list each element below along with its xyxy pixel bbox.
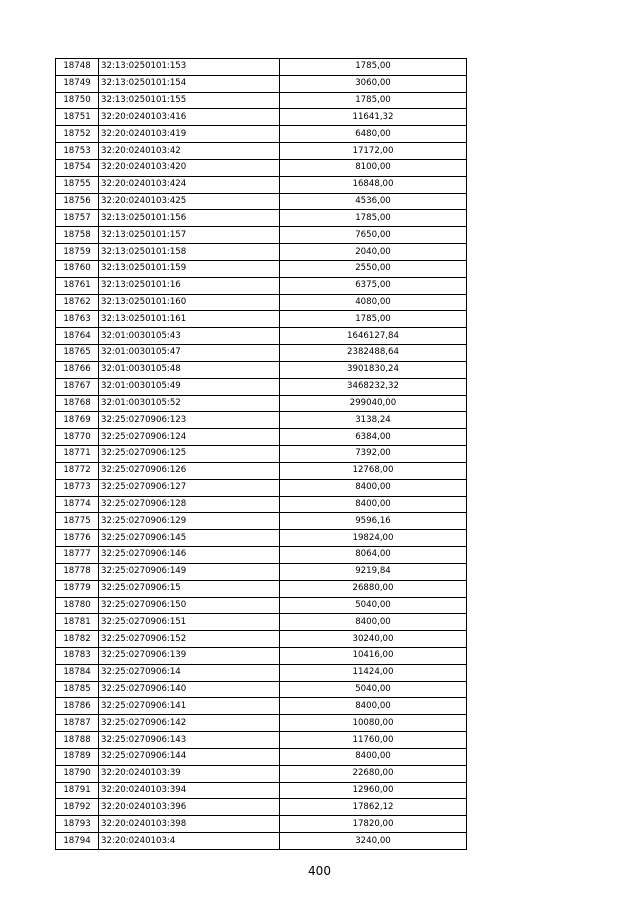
cadastral-value-cell: 6375,00 (280, 277, 467, 294)
cadastral-value-cell: 2550,00 (280, 260, 467, 277)
cadastral-number-cell: 32:13:0250101:155 (99, 92, 280, 109)
row-number-cell: 18774 (56, 496, 99, 513)
cadastral-number-cell: 32:25:0270906:128 (99, 496, 280, 513)
row-number-cell: 18771 (56, 446, 99, 463)
row-number-cell: 18769 (56, 412, 99, 429)
row-number-cell: 18780 (56, 597, 99, 614)
table-row (56, 159, 467, 176)
table-row (56, 328, 467, 345)
cadastral-number-cell: 32:25:0270906:126 (99, 462, 280, 479)
cadastral-value-cell: 8400,00 (280, 479, 467, 496)
cadastral-value-cell: 3060,00 (280, 75, 467, 92)
cadastral-number-cell: 32:13:0250101:161 (99, 311, 280, 328)
table-row (56, 260, 467, 277)
table-row (56, 378, 467, 395)
cadastral-value-cell: 10080,00 (280, 715, 467, 732)
row-number-cell: 18767 (56, 378, 99, 395)
row-number-cell: 18781 (56, 614, 99, 631)
cadastral-number-cell: 32:20:0240103:394 (99, 782, 280, 799)
cadastral-value-cell: 3240,00 (280, 833, 467, 850)
table-row (56, 833, 467, 850)
cadastral-value-cell: 2382488,64 (280, 345, 467, 362)
table-row (56, 176, 467, 193)
cadastral-value-cell: 8400,00 (280, 496, 467, 513)
cadastral-number-cell: 32:20:0240103:425 (99, 193, 280, 210)
cadastral-number-cell: 32:01:0030105:49 (99, 378, 280, 395)
cadastral-value-cell: 1785,00 (280, 92, 467, 109)
table-row (56, 143, 467, 160)
cadastral-value-cell: 2040,00 (280, 244, 467, 261)
row-number-cell: 18777 (56, 547, 99, 564)
cadastral-number-cell: 32:20:0240103:420 (99, 159, 280, 176)
cadastral-number-cell: 32:25:0270906:150 (99, 597, 280, 614)
cadastral-number-cell: 32:20:0240103:416 (99, 109, 280, 126)
table-row (56, 547, 467, 564)
table-row (56, 715, 467, 732)
cadastral-value-cell: 26880,00 (280, 580, 467, 597)
row-number-cell: 18748 (56, 59, 99, 76)
cadastral-value-cell: 11641,32 (280, 109, 467, 126)
row-number-cell: 18788 (56, 732, 99, 749)
cadastral-value-cell: 11424,00 (280, 664, 467, 681)
table-row (56, 210, 467, 227)
row-number-cell: 18763 (56, 311, 99, 328)
table-row (56, 345, 467, 362)
cadastral-number-cell: 32:25:0270906:145 (99, 530, 280, 547)
cadastral-value-cell: 5040,00 (280, 681, 467, 698)
cadastral-value-cell: 3901830,24 (280, 361, 467, 378)
cadastral-value-cell: 4080,00 (280, 294, 467, 311)
row-number-cell: 18753 (56, 143, 99, 160)
row-number-cell: 18775 (56, 513, 99, 530)
row-number-cell: 18787 (56, 715, 99, 732)
table-row (56, 597, 467, 614)
table-row (56, 193, 467, 210)
cadastral-value-cell: 5040,00 (280, 597, 467, 614)
cadastral-number-cell: 32:25:0270906:140 (99, 681, 280, 698)
cadastral-number-cell: 32:25:0270906:149 (99, 563, 280, 580)
cadastral-number-cell: 32:25:0270906:142 (99, 715, 280, 732)
cadastral-number-cell: 32:20:0240103:39 (99, 765, 280, 782)
cadastral-number-cell: 32:25:0270906:127 (99, 479, 280, 496)
table-row (56, 530, 467, 547)
row-number-cell: 18764 (56, 328, 99, 345)
row-number-cell: 18786 (56, 698, 99, 715)
row-number-cell: 18754 (56, 159, 99, 176)
row-number-cell: 18794 (56, 833, 99, 850)
cadastral-number-cell: 32:01:0030105:43 (99, 328, 280, 345)
table-row (56, 782, 467, 799)
table-body (56, 59, 467, 850)
cadastral-number-cell: 32:25:0270906:129 (99, 513, 280, 530)
row-number-cell: 18766 (56, 361, 99, 378)
row-number-cell: 18790 (56, 765, 99, 782)
table-row (56, 277, 467, 294)
table-row (56, 462, 467, 479)
row-number-cell: 18792 (56, 799, 99, 816)
cadastral-value-cell: 3468232,32 (280, 378, 467, 395)
cadastral-number-cell: 32:01:0030105:48 (99, 361, 280, 378)
row-number-cell: 18770 (56, 429, 99, 446)
cadastral-number-cell: 32:25:0270906:15 (99, 580, 280, 597)
row-number-cell: 18760 (56, 260, 99, 277)
row-number-cell: 18749 (56, 75, 99, 92)
cadastral-value-cell: 9596,16 (280, 513, 467, 530)
cadastral-value-cell: 1785,00 (280, 311, 467, 328)
table-row (56, 92, 467, 109)
cadastral-value-cell: 17862,12 (280, 799, 467, 816)
row-number-cell: 18789 (56, 748, 99, 765)
row-number-cell: 18784 (56, 664, 99, 681)
cadastral-number-cell: 32:20:0240103:42 (99, 143, 280, 160)
cadastral-number-cell: 32:13:0250101:160 (99, 294, 280, 311)
table-row (56, 227, 467, 244)
cadastral-value-cell: 17172,00 (280, 143, 467, 160)
cadastral-value-cell: 4536,00 (280, 193, 467, 210)
cadastral-value-cell: 12960,00 (280, 782, 467, 799)
cadastral-number-cell: 32:25:0270906:125 (99, 446, 280, 463)
cadastral-number-cell: 32:20:0240103:424 (99, 176, 280, 193)
cadastral-value-cell: 1646127,84 (280, 328, 467, 345)
cadastral-value-cell: 17820,00 (280, 816, 467, 833)
cadastral-value-table-container (55, 58, 466, 850)
table-row (56, 563, 467, 580)
cadastral-number-cell: 32:13:0250101:16 (99, 277, 280, 294)
table-row (56, 109, 467, 126)
cadastral-value-cell: 30240,00 (280, 631, 467, 648)
cadastral-number-cell: 32:25:0270906:124 (99, 429, 280, 446)
table-row (56, 479, 467, 496)
cadastral-number-cell: 32:25:0270906:139 (99, 647, 280, 664)
row-number-cell: 18752 (56, 126, 99, 143)
table-row (56, 614, 467, 631)
cadastral-value-cell: 12768,00 (280, 462, 467, 479)
row-number-cell: 18765 (56, 345, 99, 362)
cadastral-number-cell: 32:20:0240103:396 (99, 799, 280, 816)
table-row (56, 496, 467, 513)
table-row (56, 311, 467, 328)
cadastral-number-cell: 32:13:0250101:156 (99, 210, 280, 227)
cadastral-value-cell: 6480,00 (280, 126, 467, 143)
table-row (56, 631, 467, 648)
cadastral-value-cell: 6384,00 (280, 429, 467, 446)
cadastral-number-cell: 32:25:0270906:123 (99, 412, 280, 429)
cadastral-value-cell: 7392,00 (280, 446, 467, 463)
row-number-cell: 18779 (56, 580, 99, 597)
table-row (56, 361, 467, 378)
table-row (56, 75, 467, 92)
row-number-cell: 18785 (56, 681, 99, 698)
table-row (56, 446, 467, 463)
row-number-cell: 18755 (56, 176, 99, 193)
row-number-cell: 18776 (56, 530, 99, 547)
cadastral-value-cell: 7650,00 (280, 227, 467, 244)
row-number-cell: 18761 (56, 277, 99, 294)
cadastral-value-cell: 8400,00 (280, 614, 467, 631)
cadastral-value-cell: 8100,00 (280, 159, 467, 176)
cadastral-value-table (55, 58, 467, 850)
cadastral-value-cell: 8400,00 (280, 698, 467, 715)
table-row (56, 395, 467, 412)
cadastral-value-cell: 9219,84 (280, 563, 467, 580)
cadastral-number-cell: 32:13:0250101:159 (99, 260, 280, 277)
cadastral-number-cell: 32:13:0250101:154 (99, 75, 280, 92)
cadastral-value-cell: 8400,00 (280, 748, 467, 765)
row-number-cell: 18757 (56, 210, 99, 227)
cadastral-number-cell: 32:25:0270906:144 (99, 748, 280, 765)
cadastral-value-cell: 1785,00 (280, 59, 467, 76)
table-row (56, 799, 467, 816)
cadastral-number-cell: 32:20:0240103:398 (99, 816, 280, 833)
cadastral-number-cell: 32:25:0270906:143 (99, 732, 280, 749)
cadastral-number-cell: 32:13:0250101:157 (99, 227, 280, 244)
cadastral-number-cell: 32:25:0270906:146 (99, 547, 280, 564)
cadastral-number-cell: 32:25:0270906:152 (99, 631, 280, 648)
table-row (56, 412, 467, 429)
table-row (56, 126, 467, 143)
row-number-cell: 18791 (56, 782, 99, 799)
table-row (56, 647, 467, 664)
cadastral-number-cell: 32:25:0270906:14 (99, 664, 280, 681)
row-number-cell: 18751 (56, 109, 99, 126)
table-row (56, 748, 467, 765)
table-row (56, 429, 467, 446)
table-row (56, 294, 467, 311)
cadastral-value-cell: 22680,00 (280, 765, 467, 782)
table-row (56, 513, 467, 530)
cadastral-number-cell: 32:13:0250101:153 (99, 59, 280, 76)
row-number-cell: 18793 (56, 816, 99, 833)
table-row (56, 59, 467, 76)
row-number-cell: 18750 (56, 92, 99, 109)
cadastral-number-cell: 32:25:0270906:141 (99, 698, 280, 715)
row-number-cell: 18772 (56, 462, 99, 479)
cadastral-number-cell: 32:25:0270906:151 (99, 614, 280, 631)
row-number-cell: 18773 (56, 479, 99, 496)
table-row (56, 664, 467, 681)
row-number-cell: 18782 (56, 631, 99, 648)
table-row (56, 244, 467, 261)
cadastral-value-cell: 8064,00 (280, 547, 467, 564)
cadastral-value-cell: 10416,00 (280, 647, 467, 664)
row-number-cell: 18759 (56, 244, 99, 261)
row-number-cell: 18758 (56, 227, 99, 244)
cadastral-value-cell: 3138,24 (280, 412, 467, 429)
table-row (56, 816, 467, 833)
table-row (56, 732, 467, 749)
cadastral-value-cell: 299040,00 (280, 395, 467, 412)
cadastral-number-cell: 32:13:0250101:158 (99, 244, 280, 261)
row-number-cell: 18768 (56, 395, 99, 412)
row-number-cell: 18756 (56, 193, 99, 210)
table-row (56, 580, 467, 597)
cadastral-value-cell: 1785,00 (280, 210, 467, 227)
cadastral-number-cell: 32:01:0030105:52 (99, 395, 280, 412)
table-row (56, 698, 467, 715)
cadastral-number-cell: 32:20:0240103:419 (99, 126, 280, 143)
cadastral-value-cell: 11760,00 (280, 732, 467, 749)
cadastral-number-cell: 32:01:0030105:47 (99, 345, 280, 362)
cadastral-number-cell: 32:20:0240103:4 (99, 833, 280, 850)
row-number-cell: 18783 (56, 647, 99, 664)
table-row (56, 681, 467, 698)
table-row (56, 765, 467, 782)
row-number-cell: 18778 (56, 563, 99, 580)
cadastral-value-cell: 16848,00 (280, 176, 467, 193)
row-number-cell: 18762 (56, 294, 99, 311)
cadastral-value-cell: 19824,00 (280, 530, 467, 547)
page-number: 400 (308, 864, 331, 878)
